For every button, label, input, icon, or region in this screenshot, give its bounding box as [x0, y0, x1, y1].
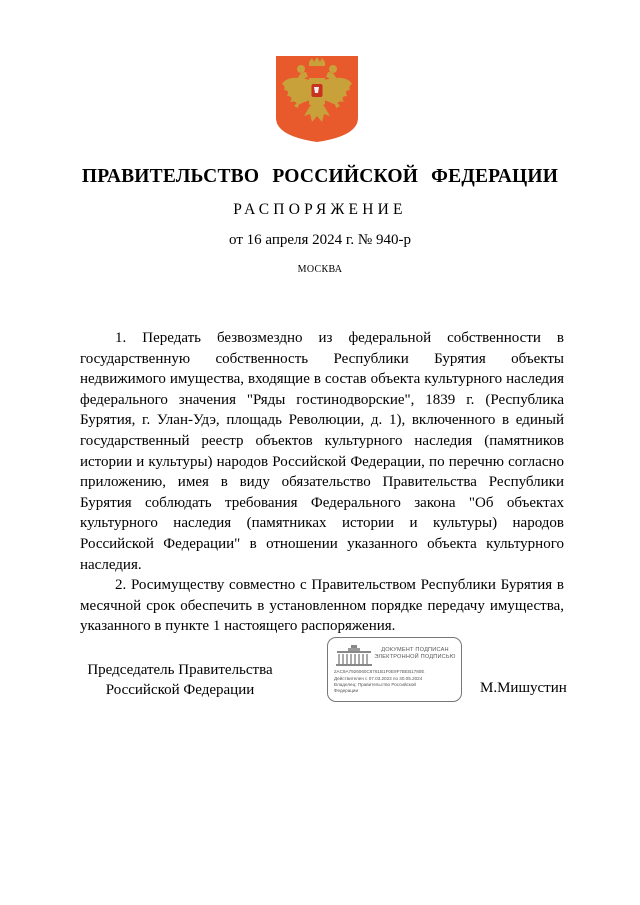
coat-of-arms-emblem [276, 56, 358, 142]
document-city: МОСКВА [297, 264, 343, 275]
government-title-word: ПРАВИТЕЛЬСТВО [81, 166, 260, 187]
document-type: РАСПОРЯЖЕНИЕ [233, 201, 407, 218]
stamp-validity: Действителен с 07.03.2023 по 30.05.2024 [334, 676, 423, 681]
stamp-owner-line2: Федерации [334, 688, 359, 693]
signatory-position [80, 660, 280, 700]
stamp-header [372, 647, 458, 661]
government-title-word: ФЕДЕРАЦИИ [431, 166, 559, 187]
government-title [0, 166, 640, 188]
document-date-number: от 16 апреля 2024 г. № 940-р [229, 232, 411, 248]
signatory-name: М.Мишустин [480, 680, 567, 696]
paragraph-2: 2. Росимуществу совместно с Правительством Республики Бурятия в месячной срок обеспечить в установленном порядке передачу имущества, указанного в пункте 1 настоящего распоряжения. [80, 577, 564, 635]
government-title-word: РОССИЙСКОЙ [272, 166, 419, 187]
document-body [80, 328, 564, 637]
paragraph-1: 1. Передать безвозмездно из федеральной собственности в государственную собственность Республики Бурятия объекты недвижимого имущества, входящие в состав объекта культурного наследия федерального значения "Ряды гостинодворские", 1839 г. (Республика Бурятия, г. Улан-Удэ, площадь Революции, д. 1), включенного в единый государственный реестр объектов культурного наследия (памятников истории и культуры) народов Российской Федерации, по перечню согласно приложению, имея в виду обязательство Правительства Республики Бурятия соблюдать требования Федерального закона "Об объектах культурного наследия (памятниках истории и культуры) народов Российской Федерации" в отношении указанного объекта культурного наследия. [80, 330, 564, 573]
signatory-position-line1: Председатель Правительства [87, 662, 273, 678]
electronic-signature-stamp [327, 637, 462, 702]
stamp-header-line2: ЭЛЕКТРОННОЙ ПОДПИСЬЮ [374, 654, 456, 660]
government-building-icon [336, 645, 372, 667]
stamp-serial: 2AC9A7926060C6761B1F0E9F7BEB1780E [334, 669, 425, 674]
signatory-position-line2: Российской Федерации [105, 682, 255, 698]
stamp-header-line1: ДОКУМЕНТ ПОДПИСАН [381, 647, 449, 653]
stamp-owner-line1: Владелец: Правительство Российской [334, 682, 416, 687]
